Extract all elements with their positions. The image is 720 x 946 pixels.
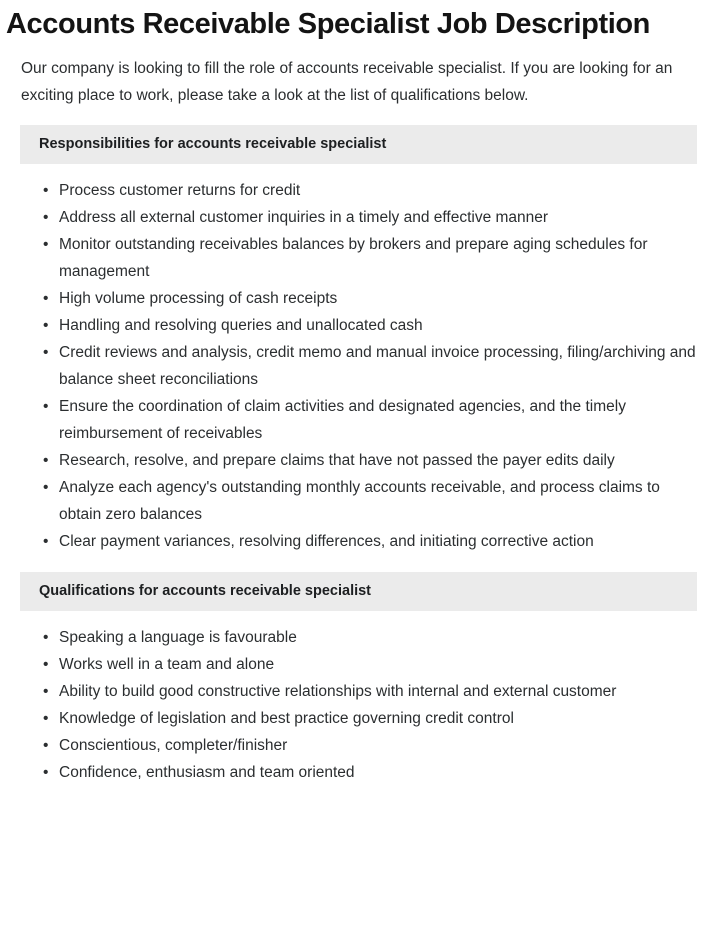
section-qualifications: [0, 572, 720, 786]
list-item: [43, 339, 698, 393]
bullet-icon: •: [43, 344, 49, 361]
bullet-icon: •: [43, 533, 49, 550]
list-item: [43, 624, 698, 651]
list-item-label: Handling and resolving queries and unallocated cash: [59, 317, 423, 334]
list-item: [43, 678, 698, 705]
list-item: [43, 204, 698, 231]
list-item-label: Monitor outstanding receivables balances by brokers and prepare aging schedules for management: [59, 236, 648, 280]
list-item-label: Confidence, enthusiasm and team oriented: [59, 764, 355, 781]
bullet-icon: •: [43, 236, 49, 253]
bullet-icon: •: [43, 629, 49, 646]
list-item: [43, 312, 698, 339]
list-item-label: Credit reviews and analysis, credit memo and manual invoice processing, filing/archiving and balance sheet reconciliations: [59, 344, 696, 388]
section-header-qualifications: Qualifications for accounts receivable specialist: [20, 572, 697, 611]
bullet-icon: •: [43, 452, 49, 469]
bullet-icon: •: [43, 656, 49, 673]
list-item: [43, 447, 698, 474]
list-item-label: Speaking a language is favourable: [59, 629, 297, 646]
section-header-responsibilities: Responsibilities for accounts receivable specialist: [20, 125, 697, 164]
bullet-icon: •: [43, 710, 49, 727]
list-item-label: Ability to build good constructive relationships with internal and external customer: [59, 683, 617, 700]
list-item-label: Works well in a team and alone: [59, 656, 275, 673]
list-item-label: Address all external customer inquiries in a timely and effective manner: [59, 209, 549, 226]
intro-paragraph: Our company is looking to fill the role of accounts receivable specialist. If you are looking for an exciting place to work, please take a look at the list of qualifications below.: [21, 60, 673, 104]
bullet-icon: •: [43, 209, 49, 226]
list-item-label: Analyze each agency's outstanding monthly accounts receivable, and process claims to obtain zero balances: [59, 479, 660, 523]
bullet-icon: •: [43, 764, 49, 781]
list-item-label: Research, resolve, and prepare claims that have not passed the payer edits daily: [59, 452, 615, 469]
bullet-icon: •: [43, 290, 49, 307]
list-item: [43, 651, 698, 678]
list-item-label: High volume processing of cash receipts: [59, 290, 338, 307]
bullet-icon: •: [43, 479, 49, 496]
page-title: Accounts Receivable Specialist Job Description: [6, 8, 650, 40]
section-responsibilities: [0, 125, 720, 555]
list-item: [43, 474, 698, 528]
list-item-label: Knowledge of legislation and best practice governing credit control: [59, 710, 514, 727]
list-item: [43, 231, 698, 285]
list-item-label: Conscientious, completer/finisher: [59, 737, 288, 754]
list-item: [43, 528, 698, 555]
list-item-label: Process customer returns for credit: [59, 182, 301, 199]
list-item: [43, 177, 698, 204]
list-item: [43, 285, 698, 312]
list-item-label: Clear payment variances, resolving differences, and initiating corrective action: [59, 533, 594, 550]
list-item: [43, 759, 698, 786]
bullet-icon: •: [43, 398, 49, 415]
list-item: [43, 393, 698, 447]
list-item: [43, 732, 698, 759]
responsibilities-list: [0, 164, 720, 555]
list-item-label: Ensure the coordination of claim activities and designated agencies, and the timely reimbursement of receivables: [59, 398, 626, 442]
bullet-icon: •: [43, 737, 49, 754]
bullet-icon: •: [43, 317, 49, 334]
bullet-icon: •: [43, 683, 49, 700]
qualifications-list: [0, 611, 720, 786]
list-item: [43, 705, 698, 732]
bullet-icon: •: [43, 182, 49, 199]
